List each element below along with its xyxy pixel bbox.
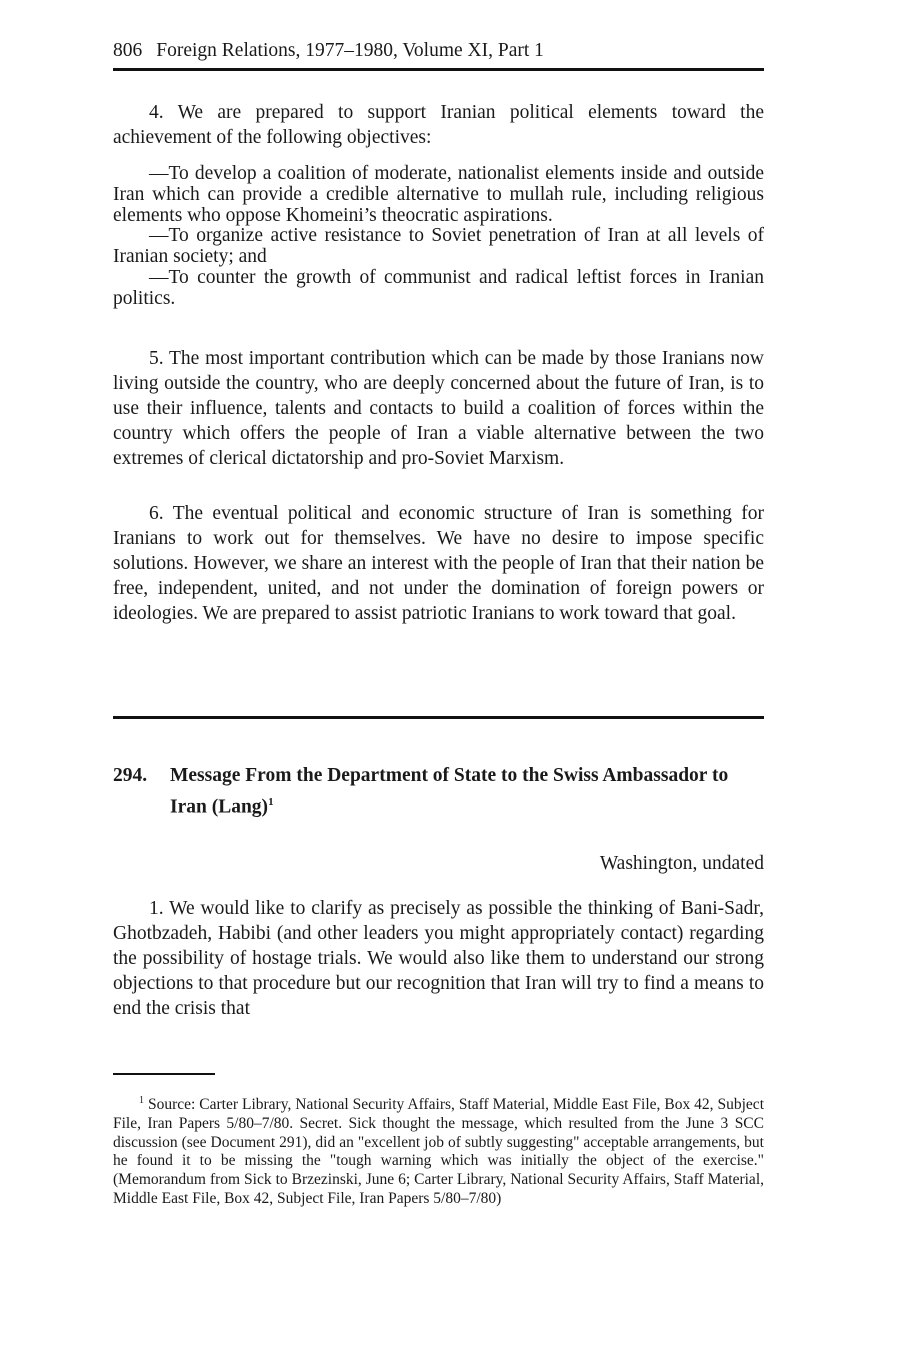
document-number: 294.	[113, 765, 148, 786]
document-heading	[113, 763, 764, 821]
running-title: Foreign Relations, 1977–1980, Volume XI, Part 1	[156, 40, 544, 61]
page-number: 806	[113, 40, 143, 61]
footnote-ref[interactable]: 1	[268, 796, 274, 808]
paragraph-6	[113, 501, 764, 626]
paragraph-text: 4. We are prepared to support Iranian political elements toward the achievement of the following objectives:	[113, 102, 764, 148]
objective-item: —To organize active resistance to Soviet penetration of Iran at all levels of Iranian society; and	[113, 225, 764, 268]
objectives-list	[113, 164, 764, 310]
paragraph-text: 6. The eventual political and economic structure of Iran is something for Iranians to work out for themselves. We have no desire to impose specific solutions. However, we share an interest with the people of Iran that their nation be free, independent, united, and not under the domination of foreign powers or ideologies. We are prepared to assist patriotic Iranians to work toward that goal.	[113, 503, 764, 624]
paragraph-text: 5. The most important contribution which can be made by those Iranians now living outside the country, who are deeply concerned about the future of Iran, is to use their influence, talents and contacts to build a coalition of forces within the country which offers the people of Iran a viable alternative between the two extremes of clerical dictatorship and pro-Soviet Marxism.	[113, 348, 764, 469]
footnote-marker: 1	[139, 1095, 144, 1106]
running-header	[113, 38, 764, 64]
footnote-rule	[113, 1073, 215, 1075]
place-date: Washington, undated	[599, 853, 764, 874]
document-title-text: Message From the Department of State to the Swiss Ambassador to Iran (Lang)	[170, 765, 729, 818]
paragraph-4	[113, 100, 764, 150]
document-paragraph-1	[113, 896, 764, 1021]
document-title	[170, 763, 764, 821]
section-rule	[113, 716, 764, 719]
footnote-text: Source: Carter Library, National Security Affairs, Staff Material, Middle East File, Box 42, Subject File, Iran Papers 5/80–7/80. Secret. Sick thought the message, which resulted from the June 3 SCC discussion (see Document 291), did an "excellent job of subtly suggesting" acceptable arrangements, but he found it to be missing the "tough warning which was initially the object of the exercise." (Memorandum from Sick to Brzezinski, June 6; Carter Library, National Security Affairs, Staff Material, Middle East File, Box 42, Subject File, Iran Papers 5/80–7/80)	[113, 1096, 764, 1207]
paragraph-text: 1. We would like to clarify as precisely as possible the thinking of Bani-Sadr, Ghotbzadeh, Habibi (and other leaders you might appropriately contact) regarding the possibility of hostage trials. We would also like them to understand our strong objections to that procedure but our recognition that Iran will try to find a means to end the crisis that	[113, 898, 764, 1019]
objective-item: —To counter the growth of communist and radical leftist forces in Iranian politics.	[113, 266, 764, 309]
objective-item: —To develop a coalition of moderate, nationalist elements inside and outside Iran which can provide a credible alternative to mullah rule, including religious elements who oppose Khomeini’s theocratic aspirations.	[113, 163, 764, 226]
footnote	[113, 1092, 764, 1208]
paragraph-5	[113, 346, 764, 471]
header-rule	[113, 68, 764, 71]
